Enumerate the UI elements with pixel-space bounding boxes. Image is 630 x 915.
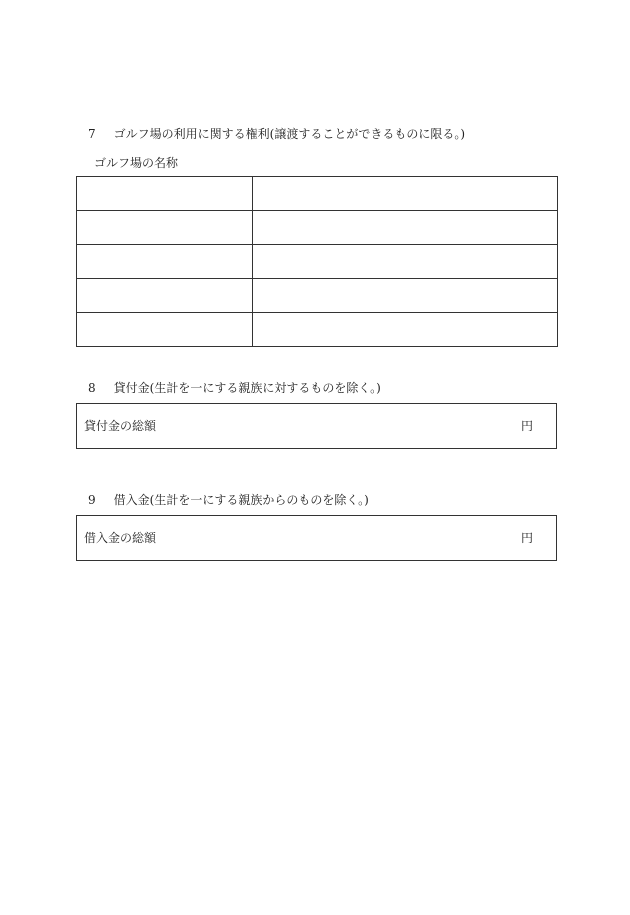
loan-total-unit: 円 [520, 419, 533, 433]
golf-value-cell[interactable] [253, 177, 558, 211]
section-9-heading [88, 492, 369, 508]
loan-total-label: 貸付金の総額 [84, 419, 157, 433]
golf-name-cell[interactable] [77, 211, 253, 245]
table-row [77, 211, 558, 245]
golf-course-name-label: ゴルフ場の名称 [94, 156, 179, 170]
golf-value-cell[interactable] [253, 245, 558, 279]
golf-value-cell[interactable] [253, 211, 558, 245]
golf-name-cell[interactable] [77, 177, 253, 211]
golf-name-cell[interactable] [77, 279, 253, 313]
golf-name-cell[interactable] [77, 313, 253, 347]
table-row [77, 177, 558, 211]
section-7-heading [88, 126, 465, 142]
borrowing-total-label: 借入金の総額 [84, 531, 157, 545]
table-row [77, 279, 558, 313]
section-8-heading [88, 380, 381, 396]
golf-name-cell[interactable] [77, 245, 253, 279]
borrowing-total-box[interactable] [76, 515, 557, 561]
table-row [77, 245, 558, 279]
table-row [77, 313, 558, 347]
section-8-number: 8 [88, 381, 96, 395]
section-7-title: ゴルフ場の利用に関する権利(譲渡することができるものに限る。) [113, 127, 466, 141]
section-7-number: 7 [88, 127, 96, 141]
borrowing-total-unit: 円 [520, 531, 533, 545]
section-9-number: 9 [88, 493, 96, 507]
section-9-title: 借入金(生計を一にする親族からのものを除く。) [113, 493, 369, 507]
golf-value-cell[interactable] [253, 313, 558, 347]
loan-total-box[interactable] [76, 403, 557, 449]
golf-value-cell[interactable] [253, 279, 558, 313]
golf-course-table [76, 176, 558, 347]
section-8-title: 貸付金(生計を一にする親族に対するものを除く。) [113, 381, 381, 395]
